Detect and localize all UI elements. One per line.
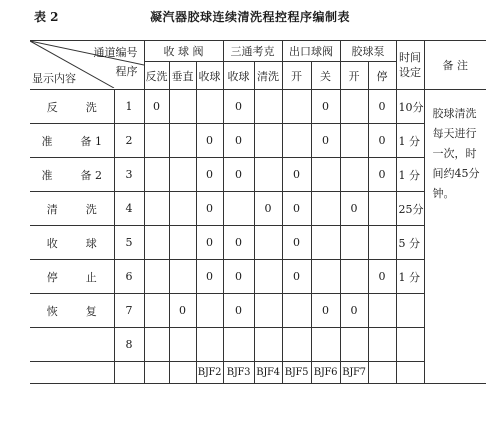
cell: [340, 328, 368, 362]
cell: 0: [368, 158, 396, 192]
cell: 0: [144, 90, 169, 124]
cell: [144, 192, 169, 226]
cell: [144, 124, 169, 158]
row-step: 5: [114, 226, 144, 260]
col-header: 反洗: [144, 62, 169, 90]
row-name: 准 备 1: [30, 124, 114, 158]
cell: [169, 226, 196, 260]
cell: [169, 328, 196, 362]
cell: [196, 90, 223, 124]
time-header: [396, 41, 424, 90]
cell: 0: [254, 192, 282, 226]
code-cell: [169, 362, 196, 384]
cell: [169, 90, 196, 124]
cell: 0: [340, 192, 368, 226]
group-header-outlet-valve: 出口球阀: [282, 41, 340, 62]
code-cell: [396, 362, 424, 384]
cell: 0: [223, 90, 254, 124]
cell: 0: [282, 226, 311, 260]
cell: 0: [223, 124, 254, 158]
code-cell: BJF7: [340, 362, 368, 384]
cell: 0: [311, 124, 340, 158]
cell: [169, 260, 196, 294]
row-name: 清 洗: [30, 192, 114, 226]
col-header: 开: [282, 62, 311, 90]
cell: [340, 260, 368, 294]
cell: 0: [196, 192, 223, 226]
table-row: [30, 294, 486, 328]
cell: [368, 226, 396, 260]
row-name: 反 洗: [30, 90, 114, 124]
cell: [254, 260, 282, 294]
cell: [223, 192, 254, 226]
code-cell: BJF5: [282, 362, 311, 384]
diagonal-header-cell: [30, 41, 144, 90]
cell: [144, 158, 169, 192]
cell: [196, 328, 223, 362]
cell: [144, 226, 169, 260]
table-row: [30, 328, 486, 362]
cell: [254, 226, 282, 260]
code-cell: [114, 362, 144, 384]
cell: 0: [368, 90, 396, 124]
cell: 0: [282, 260, 311, 294]
cell: 0: [368, 124, 396, 158]
cell: [223, 328, 254, 362]
cell: [311, 260, 340, 294]
row-step: 1: [114, 90, 144, 124]
table-title: 凝汽器胶球连续清洗程控程序编制表: [149, 10, 350, 24]
cell: [282, 294, 311, 328]
row-name: 停 止: [30, 260, 114, 294]
code-cell: BJF4: [254, 362, 282, 384]
cell: 0: [196, 260, 223, 294]
cell: 0: [196, 124, 223, 158]
table-row: [30, 124, 486, 158]
remark-text: 胶球清洗每天进行一次，时间约45分钟。: [432, 107, 480, 200]
cell: [144, 260, 169, 294]
row-step: 3: [114, 158, 144, 192]
row-time: [396, 328, 424, 362]
cell: [311, 226, 340, 260]
cell: [340, 226, 368, 260]
cell: [144, 294, 169, 328]
row-time: 25分: [396, 192, 424, 226]
cell: [254, 328, 282, 362]
cell: [282, 90, 311, 124]
code-cell: [30, 362, 114, 384]
cell: [169, 158, 196, 192]
row-name: [30, 328, 114, 362]
row-step: 4: [114, 192, 144, 226]
cell: [311, 158, 340, 192]
row-time: 1 分: [396, 124, 424, 158]
col-header: 收球: [223, 62, 254, 90]
table-row: [30, 260, 486, 294]
code-cell: [144, 362, 169, 384]
cell: [282, 124, 311, 158]
cell: [368, 294, 396, 328]
cell: 0: [311, 294, 340, 328]
diag-program-label: 程序: [115, 65, 138, 78]
table-row: [30, 226, 486, 260]
cell: [169, 124, 196, 158]
row-name: 恢 复: [30, 294, 114, 328]
cell: [368, 328, 396, 362]
cell: 0: [223, 260, 254, 294]
group-header-three-way: 三通考克: [223, 41, 282, 62]
col-header: 关: [311, 62, 340, 90]
cell: [340, 158, 368, 192]
cell: [311, 328, 340, 362]
cell: 0: [223, 294, 254, 328]
code-cell: [368, 362, 396, 384]
cell: 0: [196, 158, 223, 192]
row-time: 10分: [396, 90, 424, 124]
code-cell: BJF3: [223, 362, 254, 384]
row-time: 1 分: [396, 158, 424, 192]
header-row-1: [30, 41, 486, 62]
table-number: 表 2: [34, 10, 59, 24]
table-row: [30, 90, 486, 124]
col-header: 收球: [196, 62, 223, 90]
table-row: [30, 158, 486, 192]
cell: 0: [311, 90, 340, 124]
row-step: 6: [114, 260, 144, 294]
col-header: 停: [368, 62, 396, 90]
cell: [340, 90, 368, 124]
cell: [254, 294, 282, 328]
cell: 0: [282, 192, 311, 226]
remark-cell: [424, 90, 486, 384]
row-step: 7: [114, 294, 144, 328]
title-row: [0, 6, 500, 28]
group-header-ball-valve: 收 球 阀: [144, 41, 223, 62]
table-row: [30, 192, 486, 226]
code-cell: BJF2: [196, 362, 223, 384]
program-table: [30, 40, 486, 384]
col-header: 开: [340, 62, 368, 90]
code-cell: BJF6: [311, 362, 340, 384]
cell: 0: [282, 158, 311, 192]
remark-header: 备 注: [424, 41, 486, 90]
col-header: 垂直: [169, 62, 196, 90]
cell: [340, 124, 368, 158]
col-header: 清洗: [254, 62, 282, 90]
cell: [368, 192, 396, 226]
cell: 0: [368, 260, 396, 294]
row-step: 8: [114, 328, 144, 362]
cell: [144, 328, 169, 362]
row-step: 2: [114, 124, 144, 158]
cell: 0: [169, 294, 196, 328]
cell: 0: [340, 294, 368, 328]
cell: [282, 328, 311, 362]
row-name: 收 球: [30, 226, 114, 260]
cell: [254, 90, 282, 124]
cell: [169, 192, 196, 226]
cell: [254, 124, 282, 158]
time-header-label: 时间设定: [399, 51, 421, 79]
row-time: [396, 294, 424, 328]
cell: [196, 294, 223, 328]
row-time: 5 分: [396, 226, 424, 260]
diag-display-label: 显示内容: [32, 72, 76, 85]
cell: [311, 192, 340, 226]
diag-channel-label: 通道编号: [93, 46, 138, 59]
cell: 0: [223, 226, 254, 260]
group-header-ball-pump: 胶球泵: [340, 41, 396, 62]
row-name: 准 备 2: [30, 158, 114, 192]
cell: [254, 158, 282, 192]
cell: 0: [196, 226, 223, 260]
cell: 0: [223, 158, 254, 192]
row-time: 1 分: [396, 260, 424, 294]
code-row: [30, 362, 486, 384]
